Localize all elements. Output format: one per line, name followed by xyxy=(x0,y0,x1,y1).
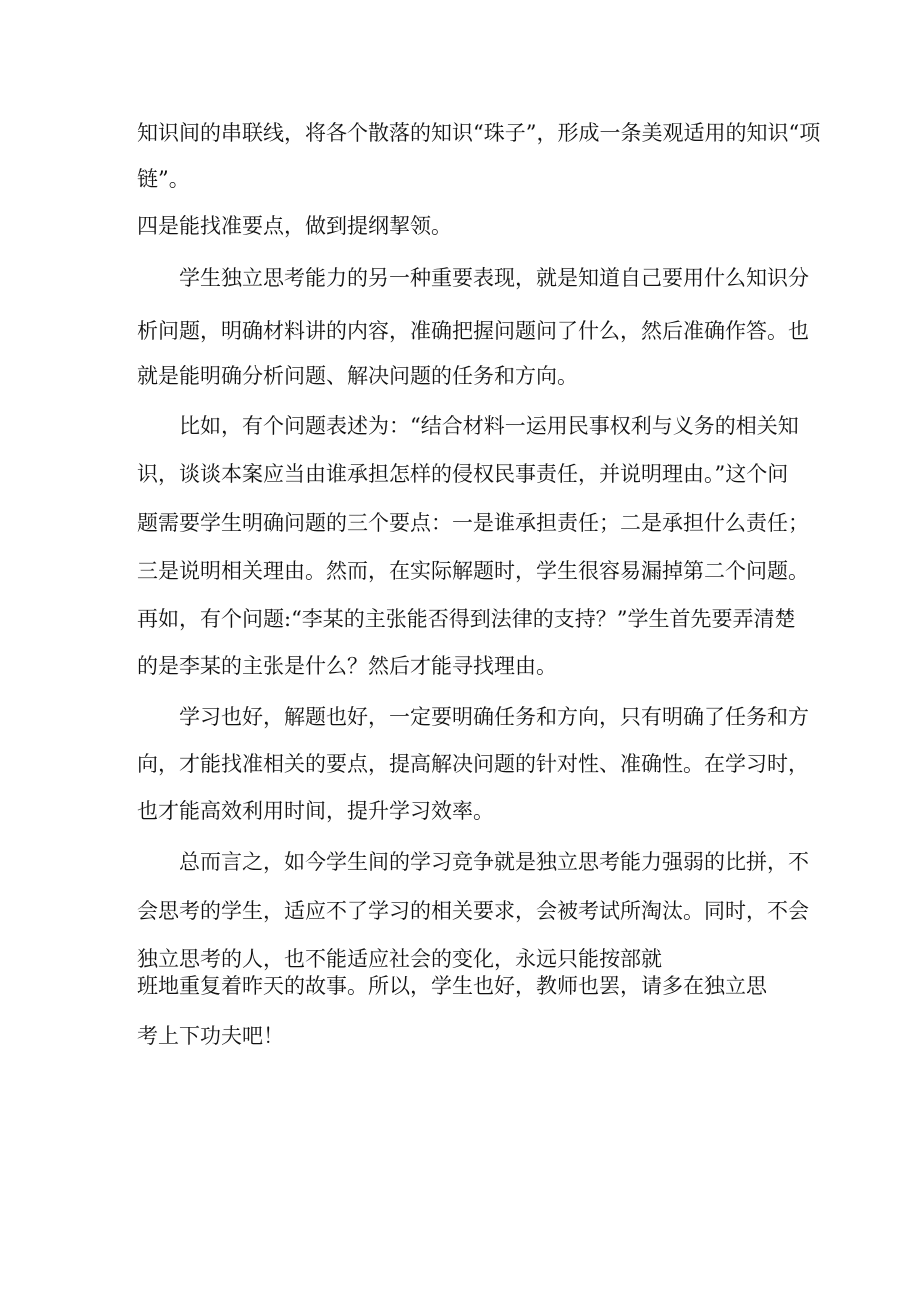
text-line: 三是说明相关理由。然而，在实际解题时，学生很容易漏掉第二个问题。 xyxy=(137,559,809,583)
text-line: 知识间的串联线，将各个散落的知识“珠子”，形成一条美观适用的知识“项 xyxy=(137,121,821,145)
text-line: 会思考的学生，适应不了学习的相关要求，会被考试所淘汰。同时，不会 xyxy=(137,899,809,923)
text-line: 比如，有个问题表述为：“结合材料一运用民事权利与义务的相关知 xyxy=(179,414,799,438)
text-line: 也才能高效利用时间，提升学习效率。 xyxy=(137,799,494,823)
text-line: 考上下功夫吧！ xyxy=(137,1024,284,1048)
text-line: 题需要学生明确问题的三个要点：一是谁承担责任；二是承担什么责任； xyxy=(137,511,809,535)
text-line: 再如，有个问题:“李某的主张能否得到法律的支持？”学生首先要弄清楚 xyxy=(137,607,796,631)
text-line: 向，才能找准相关的要点，提高解决问题的针对性、准确性。在学习时， xyxy=(137,752,809,776)
text-line: 学生独立思考能力的另一种重要表现，就是知道自己要用什么知识分 xyxy=(179,266,809,290)
section-heading: 四是能找准要点，做到提纲挈领。 xyxy=(137,214,452,238)
text-line: 独立思考的人，也不能适应社会的变化，永远只能按部就 xyxy=(137,947,662,971)
text-line: 学习也好，解题也好，一定要明确任务和方向，只有明确了任务和方 xyxy=(179,705,809,729)
text-line: 识，谈谈本案应当由谁承担怎样的侵权民事责任，并说明理由。”这个问 xyxy=(137,462,789,486)
text-line: 的是李某的主张是什么？然后才能寻找理由。 xyxy=(137,654,557,678)
text-line: 总而言之，如今学生间的学习竞争就是独立思考能力强弱的比拼，不 xyxy=(179,850,809,874)
text-line: 析问题，明确材料讲的内容，准确把握问题问了什么，然后准确作答。也 xyxy=(137,319,809,343)
text-line: 就是能明确分析问题、解决问题的任务和方向。 xyxy=(137,364,578,388)
text-line: 链”。 xyxy=(137,167,190,191)
text-line: 班地重复着昨天的故事。所以，学生也好，教师也罢，请多在独立思 xyxy=(137,974,767,998)
